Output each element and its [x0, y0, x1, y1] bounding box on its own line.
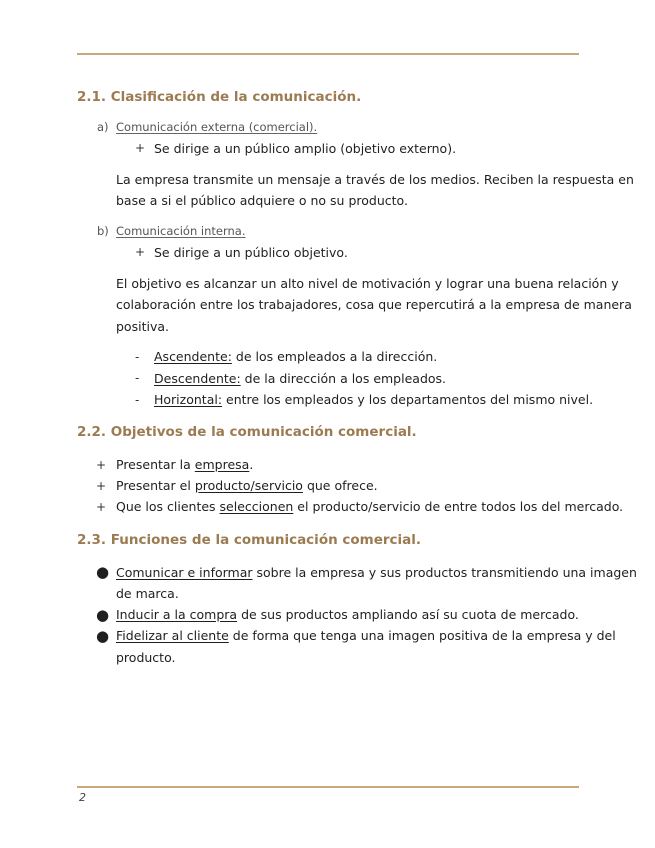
dash-marker: -: [135, 350, 140, 364]
header-rule: [77, 53, 579, 55]
funcion-item-3-line-2: producto.: [116, 650, 176, 665]
bullet-dot: ●: [96, 627, 110, 645]
heading-2-1: 2.1. Clasificación de la comunicación.: [77, 89, 362, 105]
funcion-item-1-line-2: de marca.: [116, 586, 179, 601]
dash-marker: -: [135, 371, 140, 385]
funcion-item-1-line-1: Comunicar e informar sobre la empresa y sus productos transmitiendo una imagen: [116, 565, 637, 580]
para-interna-line-1: El objetivo es alcanzar un alto nivel de motivación y lograr una buena relación y: [116, 276, 619, 291]
funcion-item-2: Inducir a la compra de sus productos ampliando así su cuota de mercado.: [116, 607, 579, 622]
type-horizontal: Horizontal: entre los empleados y los departamentos del mismo nivel.: [154, 392, 594, 407]
bullet-dot: ●: [96, 606, 110, 624]
para-interna-line-3: positiva.: [116, 319, 169, 334]
plus-marker: +: [135, 245, 146, 259]
footer-rule: [77, 786, 579, 788]
funcion-item-3-line-1: Fidelizar al cliente de forma que tenga una imagen positiva de la empresa y del: [116, 628, 616, 643]
dash-marker: -: [135, 393, 140, 407]
para-externa-line-2: base a si el público adquiere o no su producto.: [116, 193, 408, 208]
heading-2-3: 2.3. Funciones de la comunicación comercial.: [77, 532, 422, 548]
bullet-externa: Se dirige a un público amplio (objetivo externo).: [154, 141, 457, 156]
objetivo-item: Presentar la empresa.: [116, 457, 254, 472]
list-marker-b: b): [97, 224, 109, 238]
para-interna-line-2: colaboración entre los trabajadores, cosa que repercutirá a la empresa de manera: [116, 297, 632, 312]
plus-marker: +: [96, 500, 107, 514]
objetivo-item: Presentar el producto/servicio que ofrece.: [116, 478, 378, 493]
objetivo-item: Que los clientes seleccionen el producto/servicio de entre todos los del mercado.: [116, 499, 624, 514]
type-descendente: Descendente: de la dirección a los empleados.: [154, 371, 447, 386]
para-externa-line-1: La empresa transmite un mensaje a través de los medios. Reciben la respuesta en: [116, 172, 634, 187]
plus-marker: +: [135, 141, 146, 155]
bullet-dot: ●: [96, 563, 110, 581]
type-ascendente: Ascendente: de los empleados a la dirección.: [154, 349, 438, 364]
plus-marker: +: [96, 458, 107, 472]
bullet-interna: Se dirige a un público objetivo.: [154, 245, 348, 260]
list-marker-a: a): [97, 120, 109, 134]
plus-marker: +: [96, 479, 107, 493]
subheading-comunicacion-interna: Comunicación interna.: [116, 224, 246, 238]
page-number: 2: [79, 791, 86, 804]
subheading-comunicacion-externa: Comunicación externa (comercial).: [116, 120, 318, 134]
heading-2-2: 2.2. Objetivos de la comunicación comercial.: [77, 424, 417, 440]
